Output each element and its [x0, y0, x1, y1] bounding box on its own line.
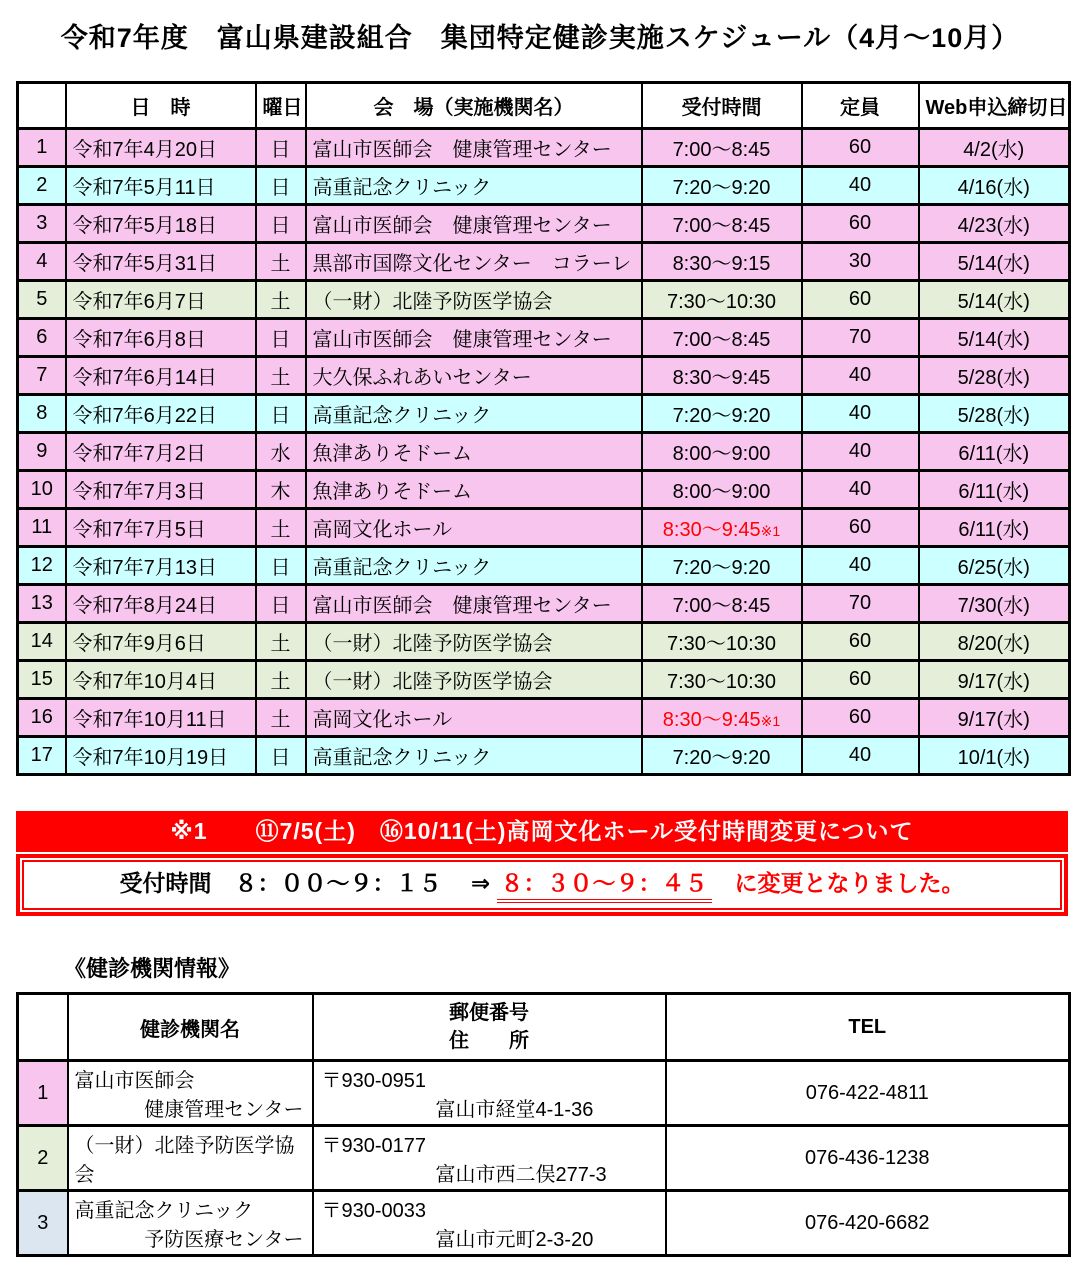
- row-venue: 富山市医師会 健康管理センター: [306, 129, 642, 167]
- header-weekday: 曜日: [256, 83, 306, 129]
- reception-time-value: 7:30～10:30: [667, 633, 776, 655]
- row-capacity: 40: [802, 547, 919, 585]
- row-number: 5: [18, 281, 66, 319]
- row-venue: 高岡文化ホール: [306, 699, 642, 737]
- row-venue: 富山市医師会 健康管理センター: [306, 319, 642, 357]
- row-capacity: 40: [802, 395, 919, 433]
- row-number: 3: [18, 205, 66, 243]
- schedule-row: [18, 433, 1070, 471]
- row-capacity: 40: [802, 471, 919, 509]
- row-number: 8: [18, 395, 66, 433]
- institution-postal: 〒930-0951: [321, 1070, 427, 1092]
- row-reception-time: [642, 319, 802, 357]
- row-reception-time: [642, 623, 802, 661]
- row-deadline: 4/16(水): [919, 167, 1070, 205]
- row-weekday: 日: [256, 167, 306, 205]
- schedule-row: [18, 357, 1070, 395]
- reception-time-value: 7:20～9:20: [672, 747, 771, 769]
- schedule-row: [18, 471, 1070, 509]
- row-venue: 高重記念クリニック: [306, 395, 642, 433]
- row-weekday: 日: [256, 737, 306, 775]
- row-venue: （一財）北陸予防医学協会: [306, 661, 642, 699]
- institution-tel: 076-420-6682: [666, 1191, 1070, 1256]
- row-deadline: 6/11(水): [919, 509, 1070, 547]
- row-deadline: 10/1(水): [919, 737, 1070, 775]
- row-number: 1: [18, 129, 66, 167]
- institution-name-line1: 富山市医師会: [74, 1070, 195, 1092]
- row-date: 令和7年7月13日: [66, 547, 256, 585]
- row-date: 令和7年7月5日: [66, 509, 256, 547]
- row-capacity: 60: [802, 623, 919, 661]
- row-number: 6: [18, 319, 66, 357]
- header-venue: 会 場（実施機関名）: [306, 83, 642, 129]
- row-deadline: 8/20(水): [919, 623, 1070, 661]
- notice-box: [16, 854, 1068, 916]
- row-venue: 魚津ありそドーム: [306, 471, 642, 509]
- institution-name-line2: 予防医療センター: [144, 1229, 304, 1251]
- row-reception-time: [642, 661, 802, 699]
- row-deadline: 4/2(水): [919, 129, 1070, 167]
- institution-postal: 〒930-0033: [321, 1200, 427, 1222]
- row-reception-time: [642, 281, 802, 319]
- institution-name-line2: [69, 1187, 312, 1189]
- schedule-row: [18, 661, 1070, 699]
- institution-address: [313, 1126, 666, 1191]
- inst-header-postal-label: 郵便番号: [449, 1002, 529, 1024]
- row-reception-time: [642, 509, 802, 547]
- row-deadline: 5/28(水): [919, 357, 1070, 395]
- row-capacity: 70: [802, 585, 919, 623]
- row-weekday: 土: [256, 281, 306, 319]
- row-weekday: 木: [256, 471, 306, 509]
- row-number: 11: [18, 509, 66, 547]
- institution-name: [68, 1061, 313, 1126]
- notice-new-time: ８：３０～９：４５: [497, 865, 712, 903]
- row-date: 令和7年5月11日: [66, 167, 256, 205]
- schedule-row: [18, 547, 1070, 585]
- row-date: 令和7年10月11日: [66, 699, 256, 737]
- row-weekday: 水: [256, 433, 306, 471]
- institution-name-line1: （一財）北陸予防医学協会: [74, 1135, 295, 1186]
- reception-time-value: 7:00～8:45: [672, 595, 771, 617]
- schedule-row: [18, 737, 1070, 775]
- row-weekday: 日: [256, 205, 306, 243]
- schedule-body: [18, 129, 1070, 775]
- row-date: 令和7年10月19日: [66, 737, 256, 775]
- row-reception-time: [642, 547, 802, 585]
- row-venue: （一財）北陸予防医学協会: [306, 281, 642, 319]
- row-date: 令和7年5月18日: [66, 205, 256, 243]
- row-date: 令和7年6月14日: [66, 357, 256, 395]
- institution-number: 3: [18, 1191, 68, 1256]
- notice-banner: ※1 ⑪7/5(土) ⑯10/11(土)高岡文化ホール受付時間変更について: [16, 811, 1068, 852]
- row-number: 13: [18, 585, 66, 623]
- row-venue: 高岡文化ホール: [306, 509, 642, 547]
- institution-address-line: 富山市元町2-3-20: [435, 1229, 594, 1251]
- row-reception-time: [642, 357, 802, 395]
- row-weekday: 土: [256, 661, 306, 699]
- row-date: 令和7年8月24日: [66, 585, 256, 623]
- row-date: 令和7年6月22日: [66, 395, 256, 433]
- institution-name: [68, 1191, 313, 1256]
- institution-name-line1: 高重記念クリニック: [74, 1200, 254, 1222]
- reception-time-value: 7:30～10:30: [667, 291, 776, 313]
- row-deadline: 6/11(水): [919, 471, 1070, 509]
- row-reception-time: [642, 471, 802, 509]
- row-date: 令和7年10月4日: [66, 661, 256, 699]
- row-reception-time: [642, 433, 802, 471]
- institution-tel: 076-436-1238: [666, 1126, 1070, 1191]
- row-deadline: 5/14(水): [919, 281, 1070, 319]
- row-venue: 黒部市国際文化センター コラーレ: [306, 243, 642, 281]
- reception-time-value: 7:00～8:45: [672, 215, 771, 237]
- page: [0, 16, 1076, 1281]
- reception-time-value: 7:20～9:20: [672, 557, 771, 579]
- institution-name-line2: 健康管理センター: [144, 1099, 304, 1121]
- header-date: 日 時: [66, 83, 256, 129]
- institutions-section-title: 《健診機関情報》: [64, 956, 241, 981]
- row-number: 15: [18, 661, 66, 699]
- notice-suffix: に変更となりました。: [711, 870, 965, 896]
- row-deadline: 4/23(水): [919, 205, 1070, 243]
- inst-header-name: 健診機関名: [68, 994, 313, 1061]
- schedule-row: [18, 205, 1070, 243]
- schedule-row: [18, 243, 1070, 281]
- row-date: 令和7年5月31日: [66, 243, 256, 281]
- institution-tel: 076-422-4811: [666, 1061, 1070, 1126]
- institution-address: [313, 1061, 666, 1126]
- row-number: 9: [18, 433, 66, 471]
- row-weekday: 土: [256, 243, 306, 281]
- row-weekday: 土: [256, 623, 306, 661]
- institution-name: [68, 1126, 313, 1191]
- row-capacity: 40: [802, 167, 919, 205]
- notice-old-time: 受付時間 ８：００～９：１５ ⇒: [119, 870, 497, 896]
- inst-header-address-label: 住 所: [449, 1030, 529, 1052]
- row-capacity: 70: [802, 319, 919, 357]
- institution-address-line: 富山市経堂4-1-36: [435, 1099, 594, 1121]
- row-capacity: 60: [802, 129, 919, 167]
- inst-header-number: [18, 994, 68, 1061]
- reception-time-value: 8:30～9:45: [662, 709, 761, 731]
- reception-time-value: 8:00～9:00: [672, 443, 771, 465]
- schedule-row: [18, 281, 1070, 319]
- row-capacity: 60: [802, 699, 919, 737]
- row-capacity: 40: [802, 737, 919, 775]
- row-deadline: 6/11(水): [919, 433, 1070, 471]
- row-date: 令和7年6月7日: [66, 281, 256, 319]
- reception-time-value: 7:00～8:45: [672, 139, 771, 161]
- row-venue: 高重記念クリニック: [306, 737, 642, 775]
- row-venue: 高重記念クリニック: [306, 547, 642, 585]
- row-date: 令和7年4月20日: [66, 129, 256, 167]
- row-number: 7: [18, 357, 66, 395]
- row-date: 令和7年9月6日: [66, 623, 256, 661]
- row-date: 令和7年7月2日: [66, 433, 256, 471]
- row-capacity: 40: [802, 433, 919, 471]
- reception-time-note: ※1: [760, 523, 781, 539]
- row-date: 令和7年6月8日: [66, 319, 256, 357]
- institution-row: [18, 1126, 1070, 1191]
- page-title: 令和7年度 富山県建設組合 集団特定健診実施スケジュール（4月～10月）: [60, 23, 1020, 53]
- row-venue: （一財）北陸予防医学協会: [306, 623, 642, 661]
- institution-number: 1: [18, 1061, 68, 1126]
- reception-time-note: ※1: [760, 713, 781, 729]
- row-deadline: 5/14(水): [919, 243, 1070, 281]
- schedule-header-row: [18, 83, 1070, 129]
- row-reception-time: [642, 205, 802, 243]
- reception-time-value: 8:30～9:45: [672, 367, 771, 389]
- reception-time-value: 7:30～10:30: [667, 671, 776, 693]
- row-number: 17: [18, 737, 66, 775]
- header-capacity: 定員: [802, 83, 919, 129]
- institution-row: [18, 1061, 1070, 1126]
- reception-time-value: 8:00～9:00: [672, 481, 771, 503]
- row-deadline: 6/25(水): [919, 547, 1070, 585]
- schedule-row: [18, 129, 1070, 167]
- row-venue: 高重記念クリニック: [306, 167, 642, 205]
- row-reception-time: [642, 243, 802, 281]
- reception-time-value: 7:20～9:20: [672, 177, 771, 199]
- header-time: 受付時間: [642, 83, 802, 129]
- row-capacity: 60: [802, 661, 919, 699]
- row-deadline: 5/14(水): [919, 319, 1070, 357]
- row-weekday: 日: [256, 319, 306, 357]
- schedule-table: [16, 81, 1071, 776]
- row-reception-time: [642, 395, 802, 433]
- row-weekday: 日: [256, 395, 306, 433]
- schedule-row: [18, 585, 1070, 623]
- row-deadline: 9/17(水): [919, 661, 1070, 699]
- row-deadline: 5/28(水): [919, 395, 1070, 433]
- reception-time-value: 7:00～8:45: [672, 329, 771, 351]
- notice-change-line: [22, 860, 1062, 910]
- schedule-row: [18, 699, 1070, 737]
- institution-postal: 〒930-0177: [321, 1135, 427, 1157]
- schedule-row: [18, 319, 1070, 357]
- row-reception-time: [642, 167, 802, 205]
- schedule-row: [18, 509, 1070, 547]
- inst-header-tel: TEL: [666, 994, 1070, 1061]
- reception-time-value: 8:30～9:45: [662, 519, 761, 541]
- inst-header-address: [313, 994, 666, 1061]
- schedule-row: [18, 167, 1070, 205]
- row-weekday: 土: [256, 699, 306, 737]
- schedule-row: [18, 395, 1070, 433]
- row-reception-time: [642, 585, 802, 623]
- row-venue: 魚津ありそドーム: [306, 433, 642, 471]
- row-capacity: 60: [802, 509, 919, 547]
- institutions-body: [18, 1061, 1070, 1256]
- row-reception-time: [642, 737, 802, 775]
- header-deadline: Web申込締切日: [919, 83, 1070, 129]
- row-number: 10: [18, 471, 66, 509]
- reception-time-value: 8:30～9:15: [672, 253, 771, 275]
- institution-address-line: 富山市西二俣277-3: [435, 1164, 607, 1186]
- row-weekday: 土: [256, 509, 306, 547]
- row-weekday: 土: [256, 357, 306, 395]
- row-deadline: 9/17(水): [919, 699, 1070, 737]
- row-number: 16: [18, 699, 66, 737]
- row-venue: 大久保ふれあいセンター: [306, 357, 642, 395]
- row-capacity: 60: [802, 281, 919, 319]
- row-capacity: 40: [802, 357, 919, 395]
- row-venue: 富山市医師会 健康管理センター: [306, 205, 642, 243]
- institution-address: [313, 1191, 666, 1256]
- reception-time-value: 7:20～9:20: [672, 405, 771, 427]
- header-number: [18, 83, 66, 129]
- institutions-header-row: [18, 994, 1070, 1061]
- row-number: 12: [18, 547, 66, 585]
- schedule-row: [18, 623, 1070, 661]
- institutions-table: [16, 992, 1071, 1257]
- row-date: 令和7年7月3日: [66, 471, 256, 509]
- row-deadline: 7/30(水): [919, 585, 1070, 623]
- row-weekday: 日: [256, 129, 306, 167]
- institution-row: [18, 1191, 1070, 1256]
- row-number: 14: [18, 623, 66, 661]
- row-number: 2: [18, 167, 66, 205]
- row-weekday: 日: [256, 585, 306, 623]
- row-capacity: 60: [802, 205, 919, 243]
- row-number: 4: [18, 243, 66, 281]
- institution-number: 2: [18, 1126, 68, 1191]
- row-reception-time: [642, 699, 802, 737]
- row-weekday: 日: [256, 547, 306, 585]
- row-venue: 富山市医師会 健康管理センター: [306, 585, 642, 623]
- row-capacity: 30: [802, 243, 919, 281]
- row-reception-time: [642, 129, 802, 167]
